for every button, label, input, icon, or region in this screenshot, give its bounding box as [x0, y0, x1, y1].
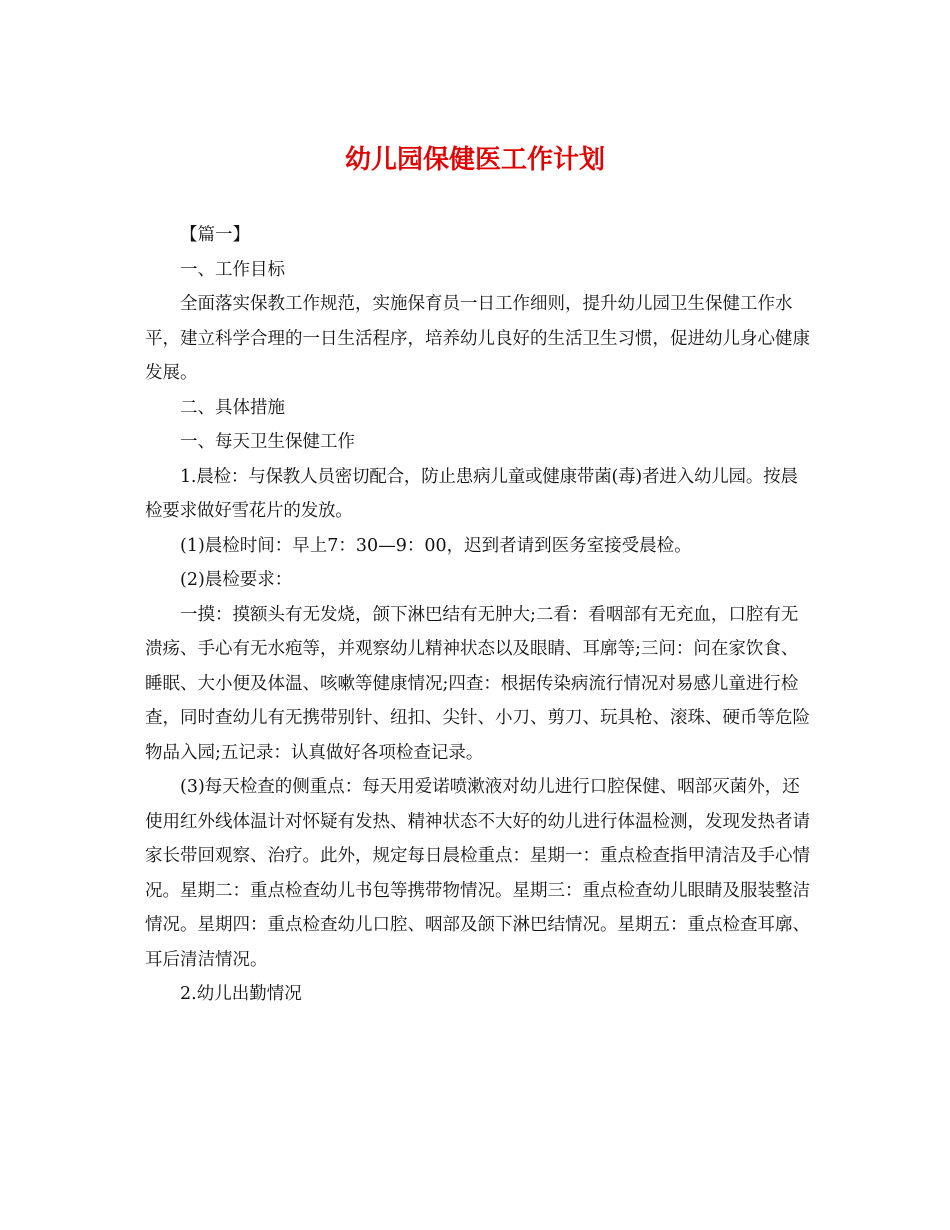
section-label: 【篇一】 — [180, 225, 250, 245]
document-body — [145, 218, 810, 1012]
paragraph-check-steps: 一摸：摸额头有无发烧，颌下淋巴结有无肿大;二看：看咽部有无充血，口腔有无溃疡、手心有无水疱等，并观察幼儿精神状态以及眼睛、耳廓等;三问：问在家饮食、睡眠、大小便及体温、咳嗽等健康情况;四查：根据传染病流行情况对易感儿童进行检查，同时查幼儿有无携带别针、纽扣、尖针、小刀、剪刀、玩具枪、滚珠、硬币等危险物品入园;五记录：认真做好各项检查记录。 — [145, 604, 810, 763]
paragraph-attendance: 2.幼儿出勤情况 — [180, 984, 302, 1004]
heading-daily-work: 一、每天卫生保健工作 — [180, 432, 355, 452]
heading-work-goal: 一、工作目标 — [180, 259, 285, 280]
paragraph-daily-focus: (3)每天检查的侧重点：每天用爱诺喷漱液对幼儿进行口腔保健、咽部灭菌外，还使用红外线体温计对怀疑有发热、精神状态不大好的幼儿进行体温检测，发现发热者请家长带回观察、治疗。此外，规定每日晨检重点：星期一：重点检查指甲清洁及手心情况。星期二：重点检查幼儿书包等携带物情况。星期三：重点检查幼儿眼睛及服装整洁情况。星期四：重点检查幼儿口腔、咽部及颌下淋巴结情况。星期五：重点检查耳廓、耳后清洁情况。 — [145, 777, 810, 970]
paragraph-check-time: (1)晨检时间：早上7：30—9：00，迟到者请到医务室接受晨检。 — [180, 535, 692, 556]
paragraph-check-requirements: (2)晨检要求： — [180, 570, 293, 590]
paragraph-morning-check: 1.晨检：与保教人员密切配合，防止患病儿童或健康带菌(毒)者进入幼儿园。按晨检要求做好雪花片的发放。 — [145, 466, 798, 521]
document-title: 幼儿园保健医工作计划 — [344, 145, 605, 175]
paragraph-work-goal: 全面落实保教工作规范，实施保育员一日工作细则，提升幼儿园卫生保健工作水平，建立科学合理的一日生活程序，培养幼儿良好的生活卫生习惯，促进幼儿身心健康发展。 — [145, 294, 810, 383]
heading-measures: 二、具体措施 — [180, 397, 285, 418]
